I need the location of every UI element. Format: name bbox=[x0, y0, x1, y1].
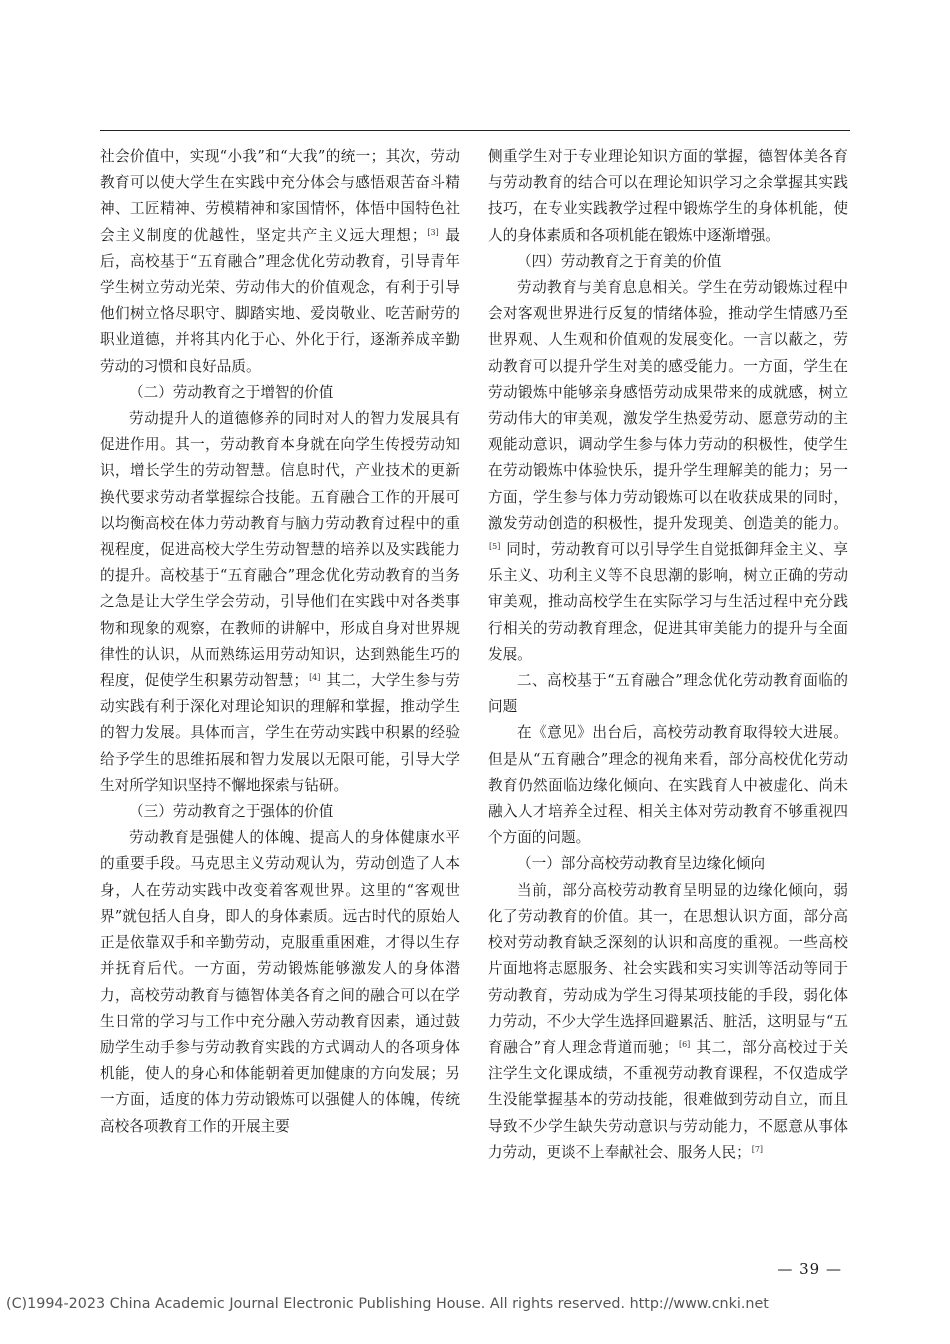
paragraph: 劳动提升人的道德修养的同时对人的智力发展具有促进作用。其一，劳动教育本身就在向学生传授劳动知识，增长学生的劳动智慧。信息时代，产业技术的更新换代要求劳动者掌握综合技能。五育融合工作的开展可以均衡高校在体力劳动教育与脑力劳动教育过程中的重视程度，促进高校大学生劳动智慧的培养以及实践能力的提升。高校基于“五育融合”理念优化劳动教育的当务之急是让大学生学会劳动，引导他们在实践中对各类事物和现象的观察，在教师的讲解中，形成自身对世界规律性的认识，从而熟练运用劳动知识，达到熟能生巧的程度，促使学生积累劳动智慧；[4] 其二，大学生参与劳动实践有利于深化对理论知识的理解和掌握，推动学生的智力发展。具体而言，学生在劳动实践中积累的经验给予学生的思维拓展和智力发展以无限可能，引导大学生对所学知识坚持不懈地探索与钻研。 bbox=[100, 410, 460, 794]
citation[interactable]: [5] bbox=[489, 542, 501, 552]
subsection-heading: （三）劳动教育之于强体的价值 bbox=[129, 803, 334, 821]
citation[interactable]: [6] bbox=[678, 1039, 691, 1049]
left-column bbox=[100, 144, 460, 1140]
citation[interactable]: [4] bbox=[309, 673, 321, 683]
page-number: — 39 — bbox=[777, 1260, 842, 1278]
paragraph: 侧重学生对于专业理论知识方面的掌握，德智体美各育与劳动教育的结合可以在理论知识学习之余掌握其实践技巧，在专业实践教学过程中锻炼学生的身体机能，使人的身体素质和各项机能在锻炼中逐渐增强。 bbox=[488, 148, 848, 244]
header-rule bbox=[100, 130, 850, 131]
subsection-heading: （二）劳动教育之于增智的价值 bbox=[129, 383, 334, 401]
subsection-heading: （一）部分高校劳动教育呈边缘化倾向 bbox=[517, 855, 766, 873]
paragraph: 社会价值中，实现“小我”和“大我”的统一；其次，劳动教育可以使大学生在实践中充分体会与感悟艰苦奋斗精神、工匠精神、劳模精神和家国情怀，体悟中国特色社会主义制度的优越性，坚定共产主义远大理想；[3] 最后，高校基于“五育融合”理念优化劳动教育，引导青年学生树立劳动光荣、劳动伟大的价值观念，有利于引导他们树立恪尽职守、脚踏实地、爱岗敬业、吃苦耐劳的职业道德，并将其内化于心、外化于行，逐渐养成辛勤劳动的习惯和良好品质。 bbox=[100, 148, 460, 375]
subsection-heading: （四）劳动教育之于育美的价值 bbox=[517, 252, 722, 270]
paragraph: 在《意见》出台后，高校劳动教育取得较大进展。但是从“五育融合”理念的视角来看，部分高校优化劳动教育仍然面临边缘化倾向、在实践育人中被虚化、尚未融入人才培养全过程、相关主体对劳动教育不够重视四个方面的问题。 bbox=[488, 724, 848, 847]
paragraph: 劳动教育是强健人的体魄、提高人的身体健康水平的重要手段。马克思主义劳动观认为，劳动创造了人本身，人在劳动实践中改变着客观世界。这里的“客观世界”就包括人自身，即人的身体素质。远古时代的原始人正是依靠双手和辛勤劳动，克服重重困难，才得以生存并抚育后代。一方面，劳动锻炼能够激发人的身体潜力，高校劳动教育与德智体美各育之间的融合可以在学生日常的学习与工作中充分融入劳动教育因素，通过鼓励学生动手参与劳动教育实践的方式调动人的各项身体机能，使人的身心和体能朝着更加健康的方向发展；另一方面，适度的体力劳动锻炼可以强健人的体魄，传统高校各项教育工作的开展主要 bbox=[100, 829, 460, 1135]
copyright-footer: (C)1994-2023 China Academic Journal Electronic Publishing House. All rights reserved. http://www.cnki.net bbox=[6, 1296, 769, 1312]
paragraph: 劳动教育与美育息息相关。学生在劳动锻炼过程中会对客观世界进行反复的情绪体验，推动学生情感乃至世界观、人生观和价值观的发展变化。一言以蔽之，劳动教育可以提升学生对美的感受能力。一方面，学生在劳动锻炼中能够亲身感悟劳动成果带来的成就感，树立劳动伟大的审美观，激发学生热爱劳动、愿意劳动的主观能动意识，调动学生参与体力劳动的积极性，使学生在劳动锻炼中体验快乐，提升学生理解美的能力；另一方面，学生参与体力劳动锻炼可以在收获成果的同时，激发劳动创造的积极性，提升发现美、创造美的能力。[5] 同时，劳动教育可以引导学生自觉抵御拜金主义、享乐主义、功利主义等不良思潮的影响，树立正确的劳动审美观，推动高校学生在实际学习与生活过程中充分践行相关的劳动教育理念，促进其审美能力的提升与全面发展。 bbox=[488, 279, 848, 663]
citation[interactable]: [7] bbox=[751, 1144, 764, 1154]
right-column bbox=[488, 144, 848, 1166]
section-heading: 二、高校基于“五育融合”理念优化劳动教育面临的问题 bbox=[488, 672, 848, 716]
citation[interactable]: [3] bbox=[427, 227, 439, 237]
paragraph: 当前，部分高校劳动教育呈明显的边缘化倾向，弱化了劳动教育的价值。其一，在思想认识方面，部分高校对劳动教育缺乏深刻的认识和高度的重视。一些高校片面地将志愿服务、社会实践和实习实训等活动等同于劳动教育，劳动成为学生习得某项技能的手段，弱化体力劳动，不少大学生选择回避累活、脏活，这明显与“五育融合”育人理念背道而驰；[6] 其二，部分高校过于关注学生文化课成绩，不重视劳动教育课程，不仅造成学生没能掌握基本的劳动技能，很难做到劳动自立，而且导致不少学生缺失劳动意识与劳动能力，不愿意从事体力劳动，更谈不上奉献社会、服务人民；[7] bbox=[488, 881, 849, 1161]
